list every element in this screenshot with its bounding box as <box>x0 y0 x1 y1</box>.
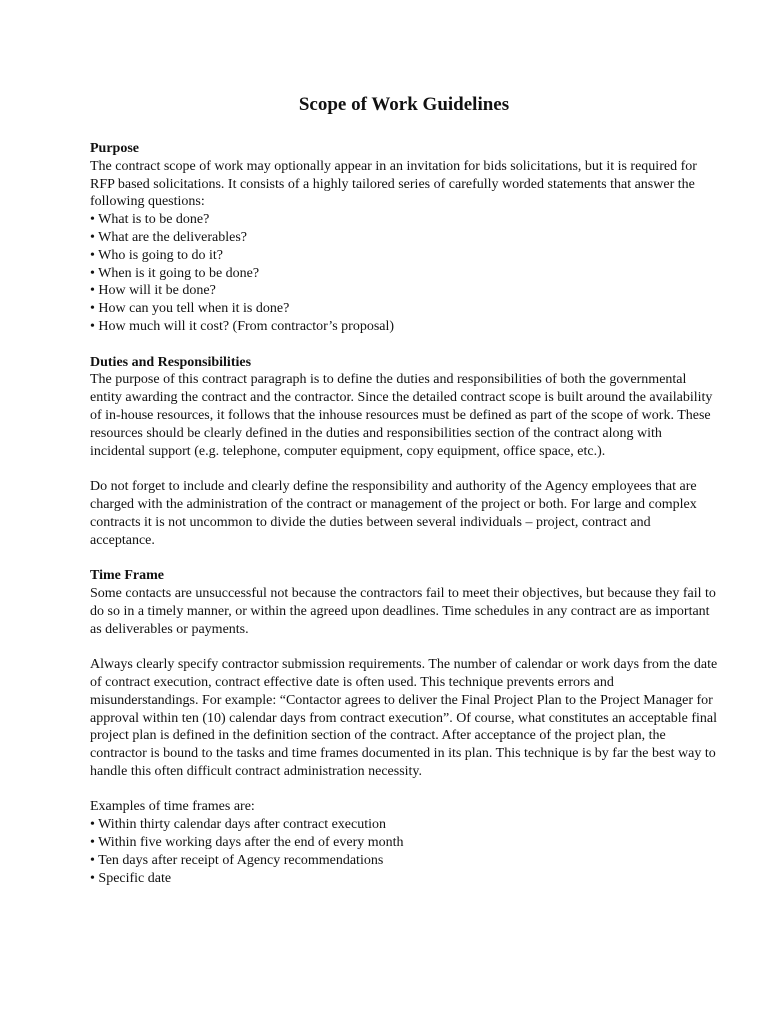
purpose-question-list <box>90 211 718 336</box>
section-duties <box>90 354 718 550</box>
list-item: • Within thirty calendar days after contract execution <box>90 817 387 833</box>
time-frame-examples-list <box>90 816 718 887</box>
list-item: • Within five working days after the end of every month <box>90 835 404 851</box>
list-item: • Who is going to do it? <box>90 247 223 263</box>
list-item: • What are the deliverables? <box>90 229 248 245</box>
document-title: Scope of Work Guidelines <box>298 94 510 115</box>
time-frame-paragraph-1: Some contacts are unsuccessful not because the contractors fail to meet their objectives, but because they fail to do so in a timely manner, or within the agreed upon deadlines. Time schedules in any contract are as important as deliverables or payments. <box>90 585 716 637</box>
duties-paragraph-2: Do not forget to include and clearly define the responsibility and authority of the Agency employees that are charged with the administration of the contract or management of the project or both. For large and complex contracts it is not uncommon to divide the duties between several individuals – project, contract and acceptance. <box>90 479 697 548</box>
section-purpose <box>90 140 718 336</box>
time-frame-paragraph-2: Always clearly specify contractor submission requirements. The number of calendar or work days from the date of contract execution, contract effective date is often used. This technique prevents errors and misunderstandings. For example: “Contactor agrees to deliver the Final Project Plan to the Project Manager for approval within ten (10) calendar days from contract execution”. Of course, what constitutes an acceptable final project plan is defined in the definition section of the contract. After acceptance of the project plan, the contractor is bound to the tasks and time frames documented in its plan. This technique is by far the best way to handle this often difficult contract administration necessity. <box>90 657 718 779</box>
list-item: • How will it be done? <box>90 283 216 299</box>
spacer <box>90 336 718 354</box>
purpose-text: The contract scope of work may optionally appear in an invitation for bids solicitations, but it is required for RFP based solicitations. It consists of a highly tailored series of carefully worded statements that answer the following questions: <box>90 158 697 210</box>
list-item: • When is it going to be done? <box>90 265 260 281</box>
duties-heading: Duties and Responsibilities <box>90 354 252 370</box>
time-frame-heading: Time Frame <box>90 568 164 584</box>
purpose-heading: Purpose <box>90 141 139 156</box>
spacer <box>90 460 718 478</box>
spacer <box>90 638 718 656</box>
section-time-frame <box>90 567 718 887</box>
list-item: • Ten days after receipt of Agency recommendations <box>90 852 384 868</box>
spacer <box>90 781 718 799</box>
list-item: • Specific date <box>90 870 172 886</box>
examples-intro: Examples of time frames are: <box>90 799 255 815</box>
duties-paragraph-1: The purpose of this contract paragraph is to define the duties and responsibilities of both the governmental entity awarding the contract and the contractor. Since the detailed contract scope is built around the availability of in-house resources, it follows that the inhouse resources must be defined as part of the scope of work. These resources should be clearly defined in the duties and responsibilities section of the contract along with incidental support (e.g. telephone, computer equipment, copy equipment, office space, etc.). <box>90 372 713 459</box>
list-item: • How much will it cost? (From contractor’s proposal) <box>90 318 395 334</box>
list-item: • What is to be done? <box>90 212 210 228</box>
spacer <box>90 549 718 567</box>
list-item: • How can you tell when it is done? <box>90 301 290 317</box>
